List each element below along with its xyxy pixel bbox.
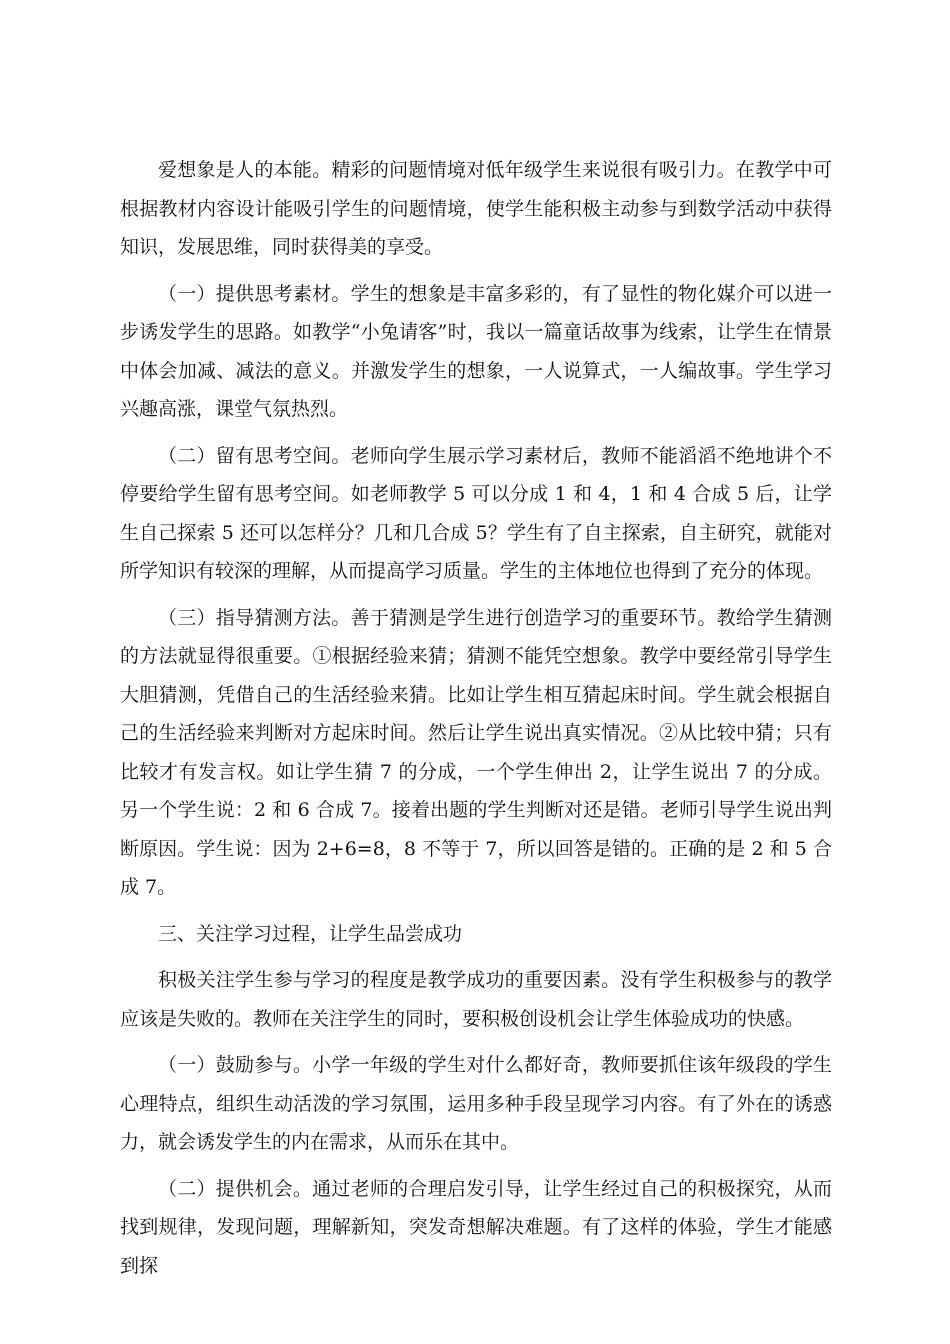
paragraph-intro: 爱想象是人的本能。精彩的问题情境对低年级学生来说很有吸引力。在教学中可根据教材内容设计能吸引学生的问题情境，使学生能积极主动参与到数学活动中获得知识，发展思维，同时获得美的享受。: [120, 159, 832, 258]
paragraph-guess-methods: （三）指导猜测方法。善于猜测是学生进行创造学习的重要环节。教给学生猜测的方法就显得很重要。①根据经验来猜；猜测不能凭空想象。教学中要经常引导学生大胆猜测，凭借自己的生活经验来猜。比如让学生相互猜起床时间。学生就会根据自己的生活经验来判断对方起床时间。然后让学生说出真实情况。②从比较中猜；只有比较才有发言权。如让学生猜 7 的分成，一个学生伸出 2，让学生说出 7 的分成。另一个学生说：2 和 6 合成 7。接着出题的学生判断对还是错。老师引导学生说出判断原因。学生说：因为 2+6=8，8 不等于 7，所以回答是错的。正确的是 2 和 5 合成 7。: [120, 606, 832, 898]
paragraph-provide-materials: （一）提供思考素材。学生的想象是丰富多彩的，有了显性的物化媒介可以进一步诱发学生的思路。如教学“小兔请客”时，我以一篇童话故事为线索，让学生在情景中体会加减、减法的意义。并激发学生的想象，一人说算式，一人编故事。学生学习兴趣高涨，课堂气氛热烈。: [120, 282, 832, 420]
paragraph-provide-opportunity: （二）提供机会。通过老师的合理启发引导，让学生经过自己的积极探究，从而找到规律，发现问题，理解新知，突发奇想解决难题。有了这样的体验，学生才能感到探: [120, 1177, 832, 1277]
section-heading-three: 三、关注学习过程，让学生品尝成功: [158, 922, 463, 945]
document-body: [120, 151, 832, 1293]
paragraph-active-participation: 积极关注学生参与学习的程度是教学成功的重要因素。没有学生积极参与的教学应该是失败的。教师在关注学生的同时，要积极创设机会让学生体验成功的快感。: [120, 969, 832, 1030]
paragraph-thinking-space: （二）留有思考空间。老师向学生展示学习素材后，教师不能滔滔不绝地讲个不停要给学生留有思考空间。如老师教学 5 可以分成 1 和 4，1 和 4 合成 5 后，让学生自己探索 5 还可以怎样分？几和几合成 5？学生有了自主探索，自主研究，就能对所学知识有较深的理解，从而提高学习质量。学生的主体地位也得到了充分的体现。: [120, 444, 832, 582]
paragraph-encourage-participation: （一）鼓励参与。小学一年级的学生对什么都好奇，教师要抓住该年级段的学生心理特点，组织生动活泼的学习氛围，运用多种手段呈现学习内容。有了外在的诱惑力，就会诱发学生的内在需求，从而乐在其中。: [120, 1054, 832, 1153]
